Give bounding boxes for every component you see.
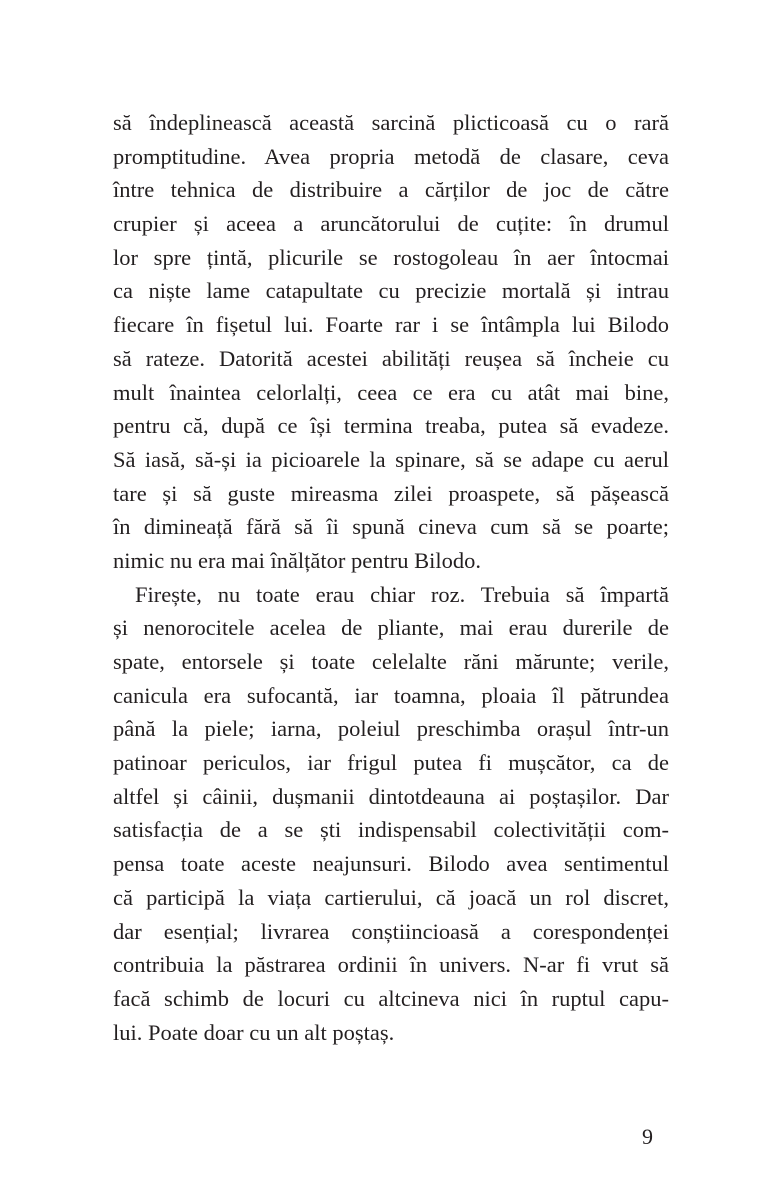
text-line: contribuia la păstrarea ordinii în univers. N-ar fi vrut să	[113, 952, 669, 978]
text-line: canicula era sufocantă, iar toamna, ploaia îl pătrundea	[113, 682, 669, 708]
text-line: între tehnica de distribuire a cărților de joc de către	[113, 177, 669, 203]
text-line: fiecare în fișetul lui. Foarte rar i se întâmpla lui Bilodo	[113, 312, 669, 338]
paragraph	[113, 106, 669, 578]
text-line: mult înaintea celorlalți, ceea ce era cu atât mai bine,	[113, 379, 669, 405]
text-line: nimic nu era mai înălțător pentru Bilodo.	[113, 547, 482, 573]
text-line: ca niște lame catapultate cu precizie mortală și intrau	[113, 278, 669, 304]
text-line: și nenorocitele acelea de pliante, mai erau durerile de	[113, 615, 669, 641]
text-line: satisfacția de a se ști indispensabil colectivității com-	[113, 817, 669, 843]
page-number: 9	[642, 1124, 653, 1149]
text-line: promptitudine. Avea propria metodă de clasare, ceva	[113, 143, 669, 169]
text-line: lor spre țintă, plicurile se rostogoleau în aer întocmai	[113, 244, 669, 270]
text-line: Firește, nu toate erau chiar roz. Trebuia să împartă	[135, 581, 669, 607]
text-line: crupier și aceea a aruncătorului de cuțite: în drumul	[113, 211, 669, 237]
text-line: Să iasă, să-și ia picioarele la spinare, să se adape cu aerul	[113, 446, 669, 472]
paragraph	[113, 578, 669, 1050]
text-line: pentru că, după ce își termina treaba, putea să evadeze.	[113, 413, 669, 439]
text-line: spate, entorsele și toate celelalte răni mărunte; verile,	[113, 649, 669, 674]
text-line: să îndeplinească această sarcină plicticoasă cu o rară	[113, 110, 669, 135]
text-line: până la piele; iarna, poleiul preschimba orașul într-un	[113, 716, 669, 742]
text-line: tare și să guste mireasma zilei proaspete, să pășească	[113, 480, 669, 506]
text-line: în dimineață fără să îi spună cineva cum să se poarte;	[113, 514, 669, 540]
text-line: că participă la viața cartierului, că joacă un rol discret,	[113, 884, 669, 910]
body-text	[113, 106, 669, 1049]
text-line: să rateze. Datorită acestei abilități reușea să încheie cu	[113, 345, 669, 371]
text-line: lui. Poate doar cu un alt poștaș.	[113, 1019, 395, 1045]
text-line: altfel și câinii, dușmanii dintotdeauna ai poștașilor. Dar	[113, 783, 669, 809]
text-line: patinoar periculos, iar frigul putea fi mușcător, ca de	[113, 750, 669, 776]
text-line: facă schimb de locuri cu altcineva nici în ruptul capu-	[113, 985, 669, 1011]
text-line: pensa toate aceste neajunsuri. Bilodo avea sentimentul	[113, 851, 669, 877]
text-line: dar esențial; livrarea conștiincioasă a corespondenței	[113, 918, 669, 944]
